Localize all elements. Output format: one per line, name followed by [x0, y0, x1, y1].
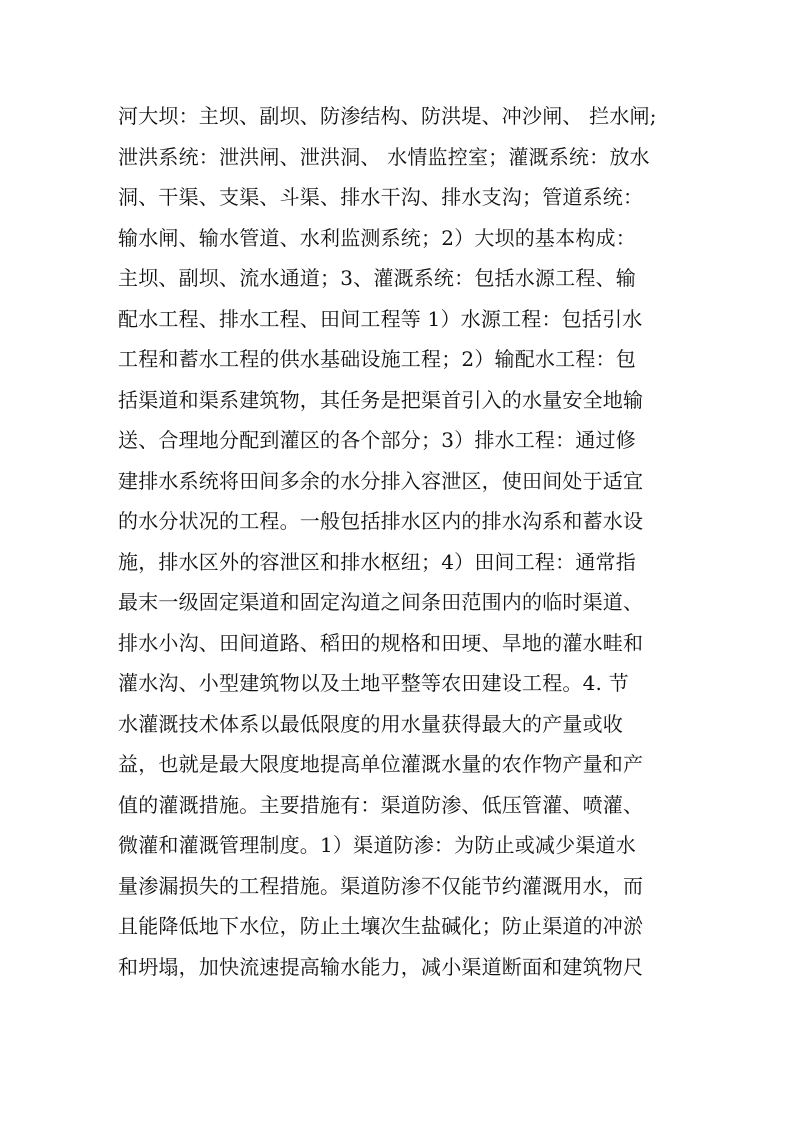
text-line: 最末一级固定渠道和固定沟道之间条田范围内的临时渠道、 [118, 590, 644, 614]
text-line: 排水小沟、田间道路、稻田的规格和田埂、旱地的灌水畦和 [118, 630, 644, 655]
text-line: 输水闸、输水管道、水利监测系统；2）大坝的基本构成： [118, 225, 636, 250]
body-text [118, 96, 693, 987]
text-line: 洞、干渠、支渠、斗渠、排水干沟、排水支沟；管道系统： [118, 185, 644, 209]
text-line: 配水工程、排水工程、田间工程等 1）水源工程：包括引水 [118, 306, 643, 331]
text-line: 值的灌溉措施。主要措施有：渠道防渗、低压管灌、喷灌、 [118, 792, 644, 817]
text-line: 主坝、副坝、流水通道；3、灌溉系统：包括水源工程、输 [118, 266, 636, 290]
text-line: 建排水系统将田间多余的水分排入容泄区，使田间处于适宜 [118, 468, 644, 493]
text-line: 的水分状况的工程。一般包括排水区内的排水沟系和蓄水设 [118, 509, 644, 533]
text-line: 和坍塌，加快流速提高输水能力，减小渠道断面和建筑物尺 [118, 954, 644, 979]
text-line: 水灌溉技术体系以最低限度的用水量获得最大的产量或收 [118, 711, 623, 736]
text-line: 且能降低地下水位，防止土壤次生盐碱化；防止渠道的冲淤 [118, 914, 644, 938]
text-line: 泄洪系统：泄洪闸、泄洪洞、 水情监控室；灌溉系统：放水 [118, 144, 650, 169]
text-line: 微灌和灌溉管理制度。1）渠道防渗：为防止或减少渠道水 [118, 833, 636, 857]
text-line: 施，排水区外的容泄区和排水枢纽；4）田间工程：通常指 [118, 549, 636, 574]
text-line: 括渠道和渠系建筑物，其任务是把渠首引入的水量安全地输 [118, 387, 644, 412]
text-line: 送、合理地分配到灌区的各个部分；3）排水工程：通过修 [118, 428, 636, 452]
text-line: 河大坝：主坝、副坝、防渗结构、防洪堤、冲沙闸、 拦水闸; [118, 104, 657, 128]
text-line: 工程和蓄水工程的供水基础设施工程；2）输配水工程：包 [118, 347, 636, 371]
text-line: 益，也就是最大限度地提高单位灌溉水量的农作物产量和产 [118, 752, 644, 776]
text-line: 灌水沟、小型建筑物以及土地平整等农田建设工程。4. 节 [118, 671, 629, 695]
text-line: 量渗漏损失的工程措施。渠道防渗不仅能节约灌溉用水，而 [118, 873, 644, 898]
